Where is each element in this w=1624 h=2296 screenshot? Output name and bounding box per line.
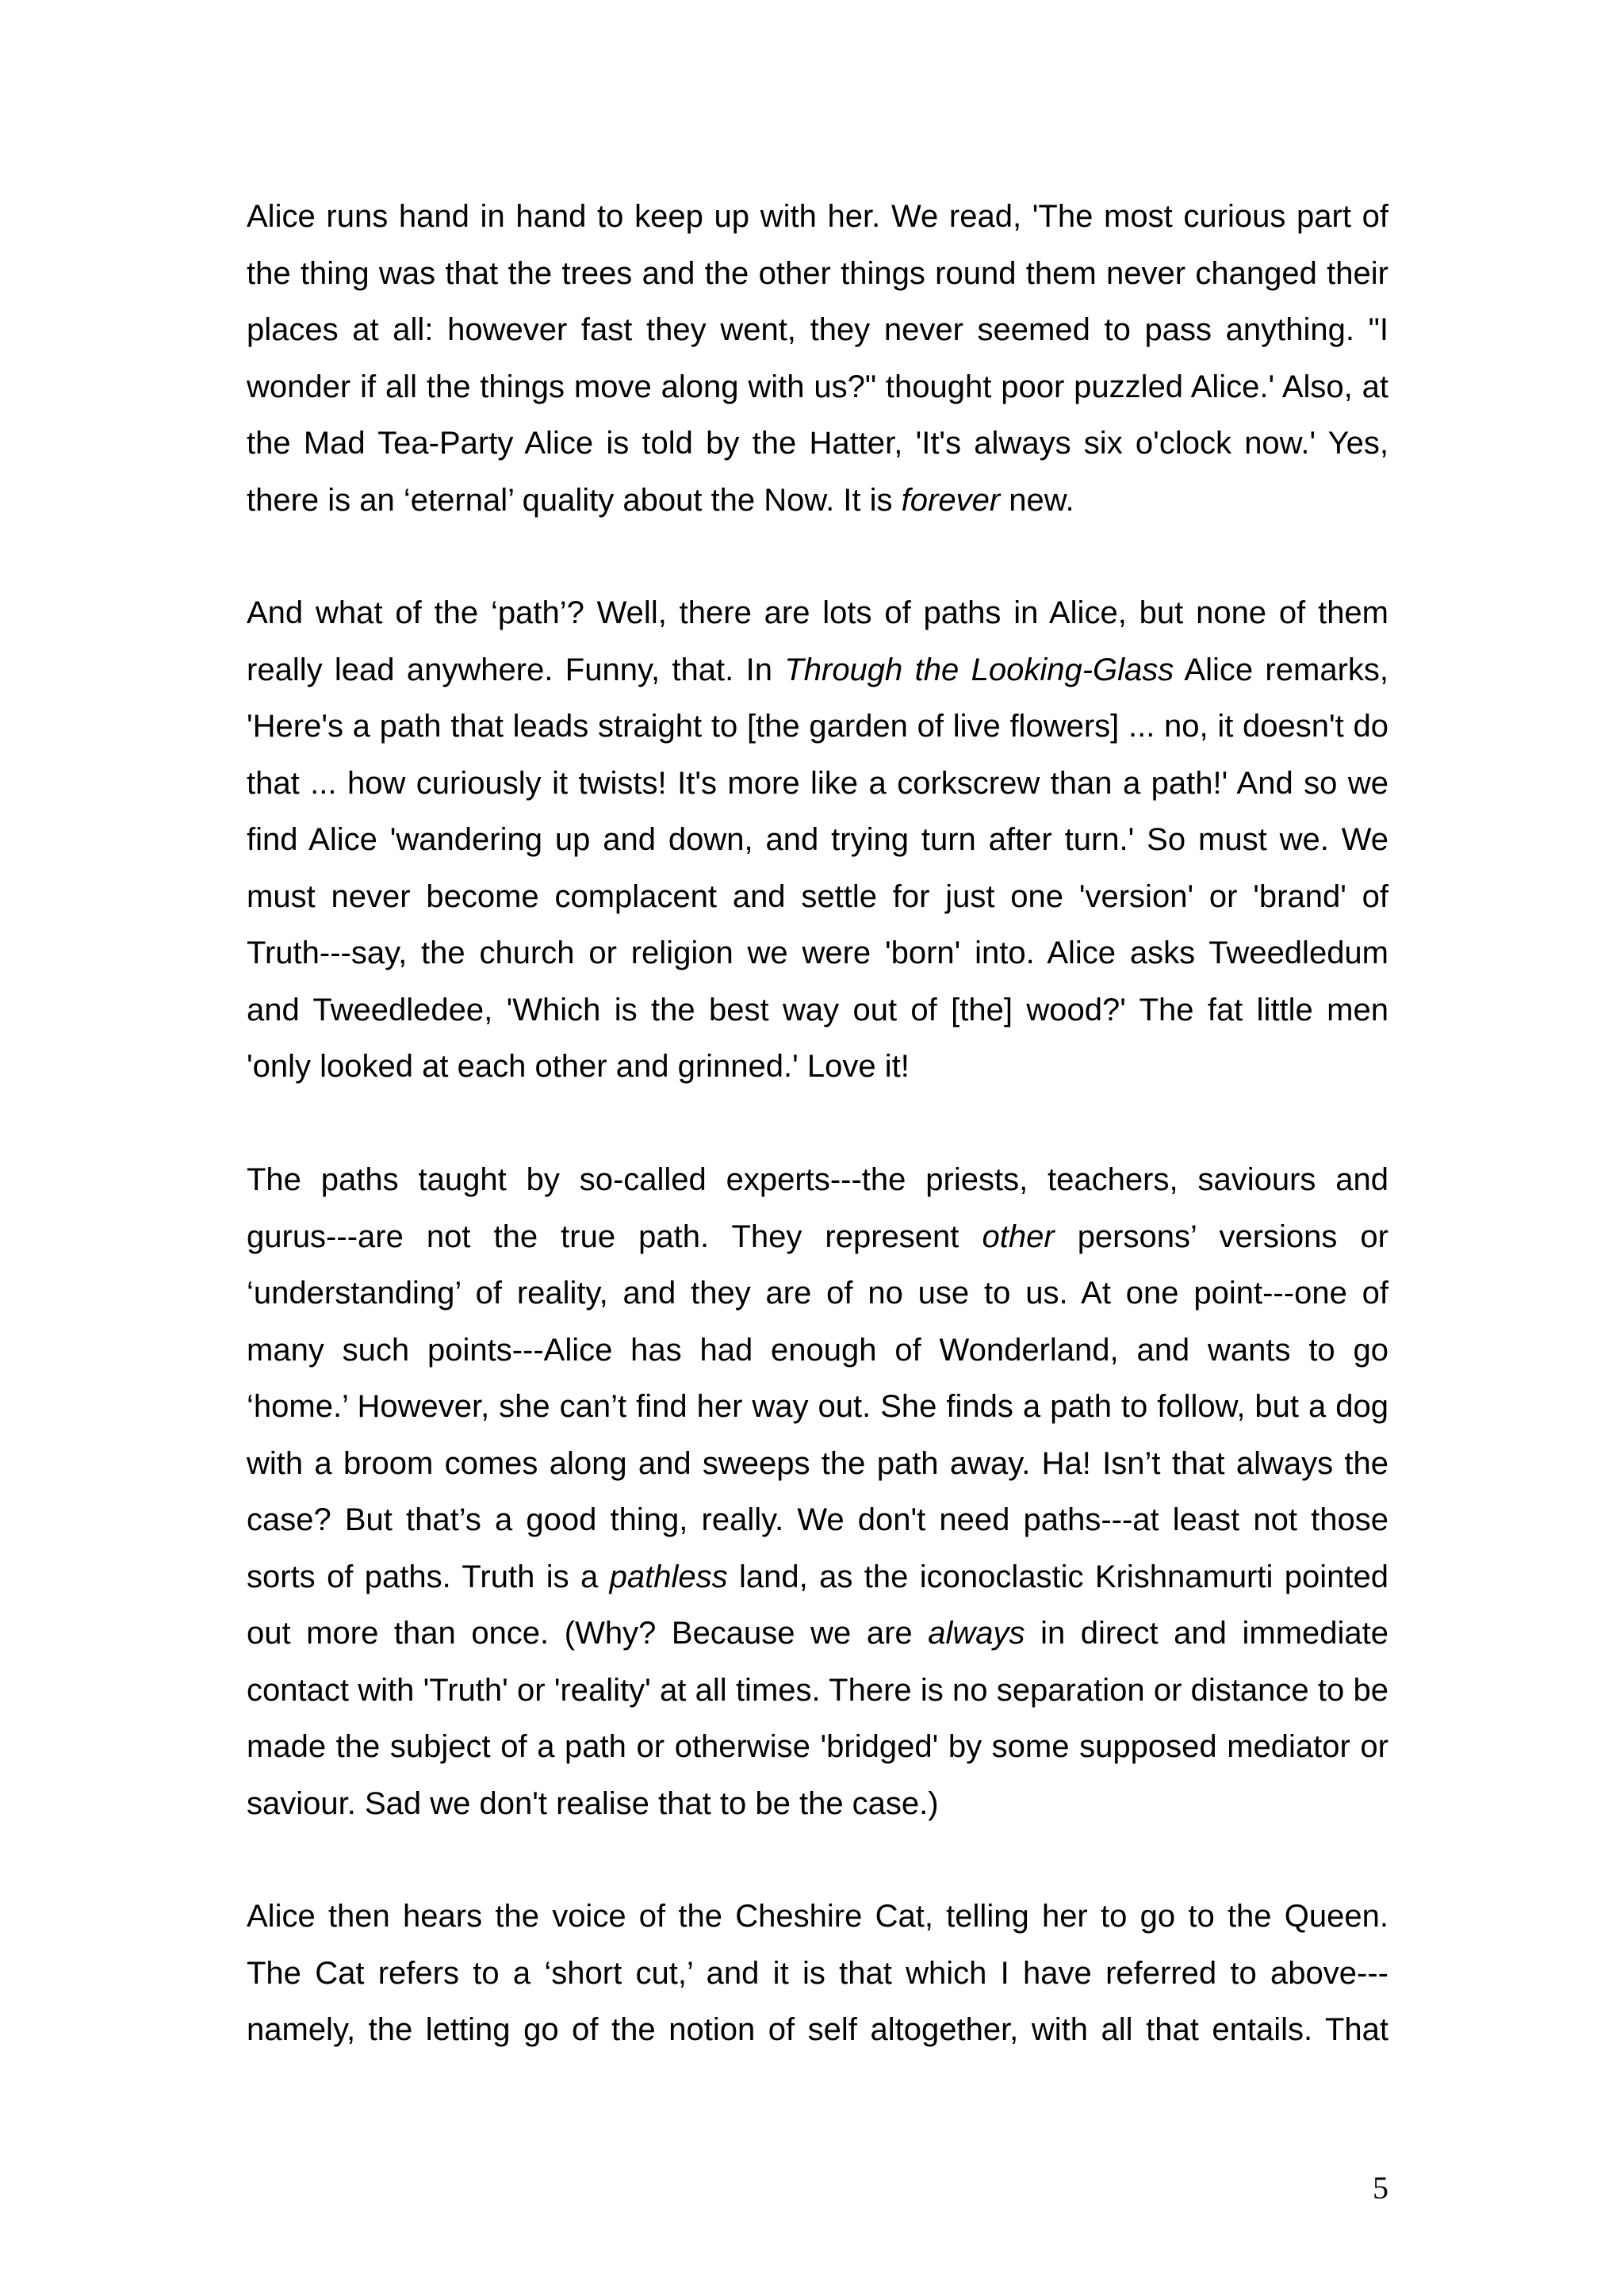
paragraph-3-text-2: persons’ versions or ‘understanding’ of reality, and they are of no use to us. At one point---one of many such points---Alice has had enough of Wonderland, and wants to go ‘home.’ However, she can’t find her way out. She finds a path to follow, but a dog with a broom comes along and sweeps the path away. Ha! Isn’t that always the case? But that’s a good thing, really. We don't need paths---at least not those sorts of paths. Truth is a — [247, 1219, 1389, 1594]
paragraph-2 — [247, 585, 1388, 1096]
paragraph-1-text-2: new. — [1000, 482, 1074, 518]
paragraph-1 — [247, 189, 1388, 529]
page-number: 5 — [1373, 2170, 1388, 2206]
paragraph-3-italic-always: always — [928, 1616, 1025, 1651]
paragraph-1-text-1: Alice runs hand in hand to keep up with her. We read, 'The most curious part of the thing was that the trees and the other things round them never changed their places at all: however fast they went, they never seemed to pass anything. "I wonder if all the things move along with us?" thought poor puzzled Alice.' Also, at the Mad Tea-Party Alice is told by the Hatter, 'It's always six o'clock now.' Yes, there is an ‘eternal’ quality about the Now. It is — [247, 199, 1388, 518]
paragraph-2-text-1: And what of the ‘path’? Well, there are lots of paths in Alice, but none of them really lead anywhere. Funny, that. In — [247, 595, 1388, 687]
paragraph-3 — [247, 1152, 1388, 1832]
paragraph-3-text-4: in direct and immediate contact with 'Truth' or 'reality' at all times. There is no separation or distance to be made the subject of a path or otherwise 'bridged' by some supposed mediator or saviour. Sad we don't realise that to be the case.) — [247, 1616, 1388, 1821]
paragraph-4 — [247, 1888, 1388, 2059]
paragraph-3-italic-pathless: pathless — [609, 1559, 728, 1594]
paragraph-2-italic-title: Through the Looking-Glass — [784, 652, 1174, 687]
paragraph-3-text-3: land, as the iconoclastic Krishnamurti pointed out more than once. (Why? Because we are — [247, 1559, 1388, 1651]
paragraph-2-text-2: Alice remarks, 'Here's a path that leads straight to [the garden of live flowers] ... no, it doesn't do that ... how curiously it twists! It's more like a corkscrew than a path!' And so we find Alice 'wandering up and down, and trying turn after turn.' So must we. We must never become complacent and settle for just one 'version' or 'brand' of Truth---say, the church or religion we were 'born' into. Alice asks Tweedledum and Tweedledee, 'Which is the best way out of [the] wood?' The fat little men 'only looked at each other and grinned.' Love it! — [247, 652, 1389, 1084]
paragraph-1-italic-forever: forever — [901, 482, 1001, 518]
paragraph-4-text-1: Alice then hears the voice of the Cheshire Cat, telling her to go to the Queen. The Cat refers to a ‘short cut,’ and it is that which I have referred to above---namely, the letting go of the notion of self altogether, with all that entails. That — [247, 1899, 1388, 2047]
paragraph-3-italic-other: other — [982, 1219, 1055, 1254]
paragraph-3-text-1: The paths taught by so-called experts---the priests, teachers, saviours and gurus---are not the true path. They represent — [247, 1162, 1388, 1254]
